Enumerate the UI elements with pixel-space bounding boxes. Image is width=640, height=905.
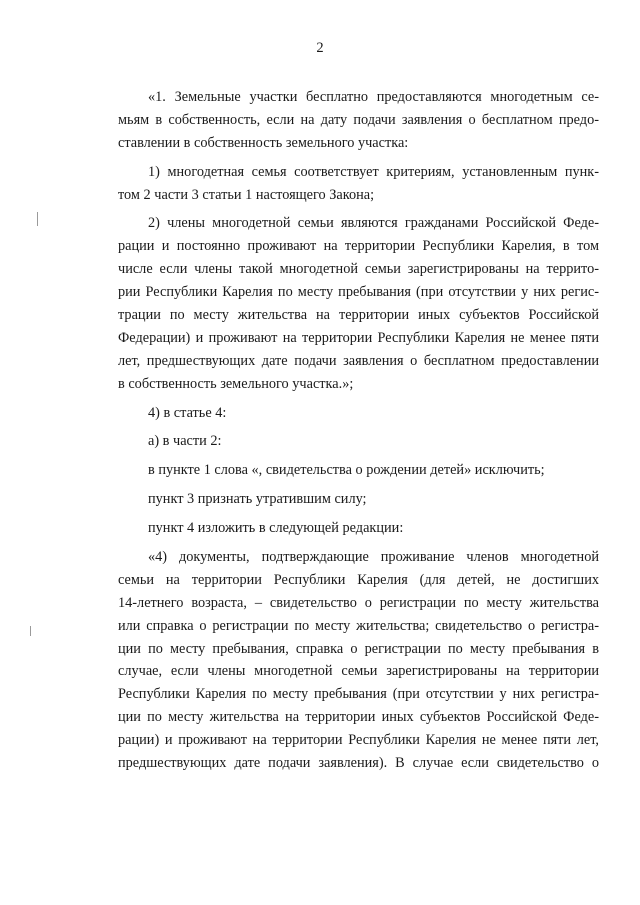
text-line: или справка о регистрации по месту жительства; свидетельство о регистра- — [118, 617, 599, 634]
scan-artifact-mark — [37, 212, 38, 226]
page-number: 2 — [316, 40, 324, 56]
text-line: Республики Карелия по месту пребывания (при отсутствии у них регистра- — [118, 686, 599, 703]
text-line: в собственность земельного участка.»; — [118, 375, 354, 392]
text-line: ставлении в собственность земельного участка: — [118, 134, 409, 151]
text-line: рации) и проживают на территории Республики Карелия не менее пяти лет, — [118, 732, 599, 749]
text-line: пункт 3 признать утратившим силу; — [148, 491, 367, 508]
text-line: ции по месту жительства на территории иных субъектов Российской Феде- — [118, 709, 599, 726]
text-line: пункт 4 изложить в следующей редакции: — [148, 520, 404, 537]
text-line: а) в части 2: — [148, 433, 222, 450]
text-line: семьи на территории Республики Карелия (для детей, не достигших — [118, 571, 599, 588]
text-line: 2) члены многодетной семьи являются гражданами Российской Феде- — [148, 215, 599, 232]
text-line: рии Республики Карелия по месту пребывания (при отсутствии у них регис- — [118, 284, 599, 301]
text-line: лет, предшествующих дате подачи заявления о бесплатном предоставлении — [118, 352, 599, 369]
text-line: трации по месту жительства на территории иных субъектов Российской — [118, 307, 599, 324]
text-line: предшествующих дате подачи заявления). В случае если свидетельство о — [118, 755, 599, 772]
text-line: Федерации) и проживают на территории Республики Карелия не менее пяти — [118, 329, 599, 346]
text-line: в пункте 1 слова «, свидетельства о рождении детей» исключить; — [148, 462, 545, 479]
text-line: «1. Земельные участки бесплатно предоставляются многодетным се- — [148, 89, 599, 105]
text-line: числе если члены такой многодетной семьи зарегистрированы на террито- — [118, 261, 599, 278]
text-line: 1) многодетная семья соответствует критериям, установленным пунк- — [148, 163, 599, 180]
text-line: «4) документы, подтверждающие проживание членов многодетной — [148, 549, 599, 566]
document-body — [118, 86, 599, 775]
text-line: 4) в статье 4: — [148, 404, 227, 421]
text-line: случае, если члены многодетной семьи зарегистрированы на территории — [118, 663, 599, 680]
scan-artifact-mark — [30, 626, 31, 636]
text-line: мьям в собственность, если на дату подачи заявления о бесплатном предо- — [118, 111, 599, 128]
text-line: ции по месту пребывания, справка о регистрации по месту пребывания в — [118, 640, 599, 657]
text-line: 14-летнего возраста, – свидетельство о регистрации по месту жительства — [118, 594, 599, 611]
text-line: рации и постоянно проживают на территории Республики Карелия, в том — [118, 238, 599, 255]
text-line: том 2 части 3 статьи 1 настоящего Закона; — [118, 186, 375, 203]
